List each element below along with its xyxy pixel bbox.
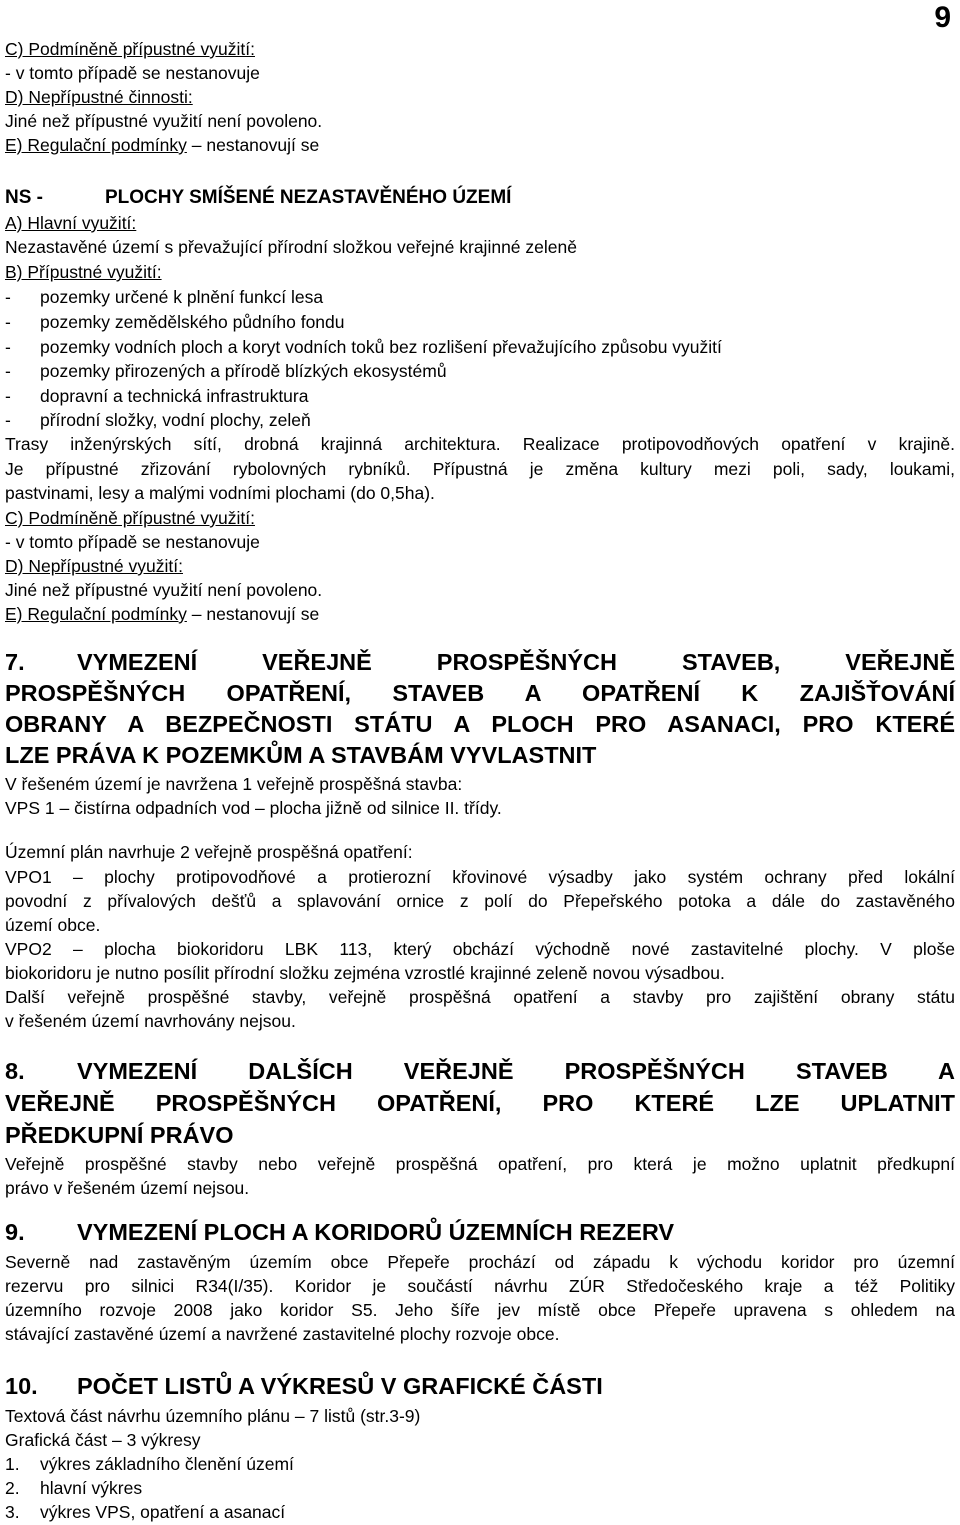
ns-c-heading: C) Podmíněně přípustné využití:: [5, 508, 255, 528]
section-10-line2: Grafická část – 3 výkresy: [5, 1430, 201, 1450]
section-8-title-line: 8. VYMEZENÍ DALŠÍCH VEŘEJNĚ PROSPĚŠNÝCH STAVEB A: [5, 1058, 955, 1084]
section-7-p2: VPS 1 – čistírna odpadních vod – plocha jižně od silnice II. třídy.: [5, 798, 502, 818]
section-8-text-line: Veřejně prospěšné stavby nebo veřejně prospěšná opatření, pro která je možno uplatnit předkupní: [5, 1154, 955, 1174]
ns-a-heading: A) Hlavní využití:: [5, 213, 137, 233]
ns-b-heading: B) Přípustné využití:: [5, 262, 162, 282]
section-7-title-line: PROSPĚŠNÝCH OPATŘENÍ, STAVEB A OPATŘENÍ K ZAJIŠŤOVÁNÍ: [5, 680, 955, 706]
list-item: 1. výkres základního členění území: [5, 1454, 294, 1474]
section-7-other-line: Další veřejně prospěšné stavby, veřejně prospěšná opatření a stavby pro zajištění obrany státu: [5, 987, 955, 1007]
ns-b-para-line: Je přípustné zřizování rybolovných rybníků. Přípustná je změna kultury mezi poli, sady, loukami,: [5, 459, 955, 479]
section-7-other-line: v řešeném území navrhovány nejsou.: [5, 1011, 296, 1031]
list-item: - pozemky zemědělského půdního fondu: [5, 312, 345, 332]
section-9-text-line: územního rozvoje 2008 jako koridor S5. Jeho šíře jev místě obce Přepeře upravena s ohledem na: [5, 1300, 955, 1320]
list-item: - pozemky přirozených a přírodě blízkých ekosystémů: [5, 361, 447, 381]
ns-c-text: - v tomto případě se nestanovuje: [5, 532, 260, 552]
page-number: 9: [934, 1, 951, 34]
ns-d-heading: D) Nepřípustné využití:: [5, 556, 183, 576]
list-item: 3. výkres VPS, opatření a asanací: [5, 1502, 286, 1522]
vpo1-line: území obce.: [5, 915, 101, 935]
top-c-heading: C) Podmíněně přípustné využití:: [5, 39, 255, 59]
top-c-text: - v tomto případě se nestanovuje: [5, 63, 260, 83]
list-item: - pozemky určené k plnění funkcí lesa: [5, 287, 324, 307]
vpo2-line: biokoridoru je nutno posílit přírodní složku zejména vzrostlé krajinné zeleně novou výsadbou.: [5, 963, 725, 983]
list-item: - pozemky vodních ploch a koryt vodních toků bez rozlišení převažujícího způsobu využití: [5, 337, 722, 357]
list-item: - přírodní složky, vodní plochy, zeleň: [5, 410, 311, 430]
ns-b-para-line: Trasy inženýrských sítí, drobná krajinná architektura. Realizace protipovodňových opatření v krajině.: [5, 434, 955, 454]
top-e-line: E) Regulační podmínky – nestanovují se: [5, 135, 320, 155]
section-8-title-line: PŘEDKUPNÍ PRÁVO: [5, 1122, 234, 1148]
section-8-text-line: právo v řešeném území nejsou.: [5, 1178, 250, 1198]
ns-heading: NS - PLOCHY SMÍŠENÉ NEZASTAVĚNÉHO ÚZEMÍ: [5, 187, 512, 208]
section-7-title-line: 7. VYMEZENÍ VEŘEJNĚ PROSPĚŠNÝCH STAVEB, VEŘEJNĚ: [5, 649, 955, 675]
section-9-title: 9. VYMEZENÍ PLOCH A KORIDORŮ ÚZEMNÍCH REZERV: [5, 1219, 675, 1245]
list-item: - dopravní a technická infrastruktura: [5, 386, 309, 406]
section-9-text-line: stávající zastavěné území a navržené zastavitelné plochy rozvoje obce.: [5, 1324, 560, 1344]
section-9-text-line: rezervu pro silnici R34(I/35). Koridor je součástí návrhu ZÚR Středočeského kraje a též Politiky: [5, 1276, 955, 1296]
top-d-text: Jiné než přípustné využití není povoleno.: [5, 111, 323, 131]
vpo2-line: VPO2 – plocha biokoridoru LBK 113, který obchází východně nové zastavitelné plochy. V ploše: [5, 939, 955, 959]
ns-a-text: Nezastavěné území s převažující přírodní složkou veřejné krajinné zeleně: [5, 237, 577, 257]
section-7-title-line: LZE PRÁVA K POZEMKŮM A STAVBÁM VYVLASTNIT: [5, 742, 597, 768]
vpo1-line: VPO1 – plochy protipovodňové a protierozní křovinové výsadby jako systém ochrany před lokální: [5, 867, 955, 887]
section-7-p1: V řešeném území je navržena 1 veřejně prospěšná stavba:: [5, 774, 463, 794]
vpo1-line: povodní z přívalových dešťů a splavování ornice z polí do Přepeřského potoka a dále do zastavěného: [5, 891, 955, 911]
ns-d-text: Jiné než přípustné využití není povoleno.: [5, 580, 323, 600]
ns-b-para-line: pastvinami, lesy a malými vodními plochami (do 0,5ha).: [5, 483, 435, 503]
section-10-title: 10. POČET LISTŮ A VÝKRESŮ V GRAFICKÉ ČÁSTI: [5, 1373, 603, 1399]
section-7-p3: Územní plán navrhuje 2 veřejně prospěšná opatření:: [5, 842, 413, 862]
section-9-text-line: Severně nad zastavěným územím obce Přepeře prochází od západu k východu koridor pro územní: [5, 1252, 955, 1272]
list-item: 2. hlavní výkres: [5, 1478, 143, 1498]
section-7-title-line: OBRANY A BEZPEČNOSTI STÁTU A PLOCH PRO ASANACI, PRO KTERÉ: [5, 711, 955, 737]
top-d-heading: D) Nepřípustné činnosti:: [5, 87, 193, 107]
ns-e-line: E) Regulační podmínky – nestanovují se: [5, 604, 320, 624]
section-8-title-line: VEŘEJNĚ PROSPĚŠNÝCH OPATŘENÍ, PRO KTERÉ LZE UPLATNIT: [5, 1090, 955, 1116]
section-10-line1: Textová část návrhu územního plánu – 7 listů (str.3-9): [5, 1406, 421, 1426]
